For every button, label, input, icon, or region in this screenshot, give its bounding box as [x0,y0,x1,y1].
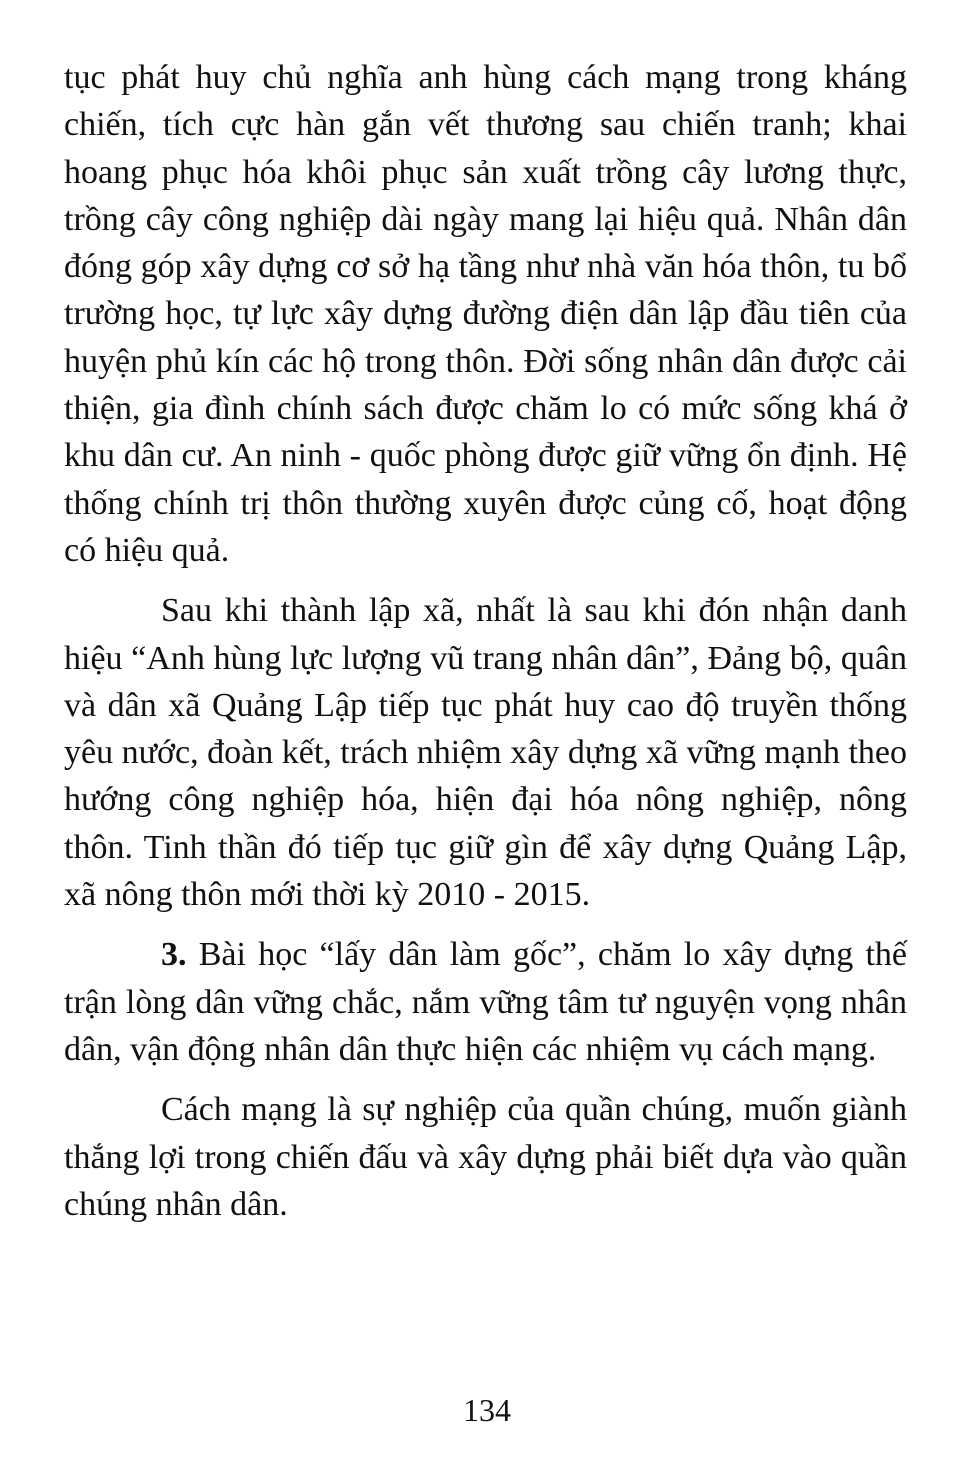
lesson-number: 3. [161,936,187,974]
paragraph-revolution-masses: Cách mạng là sự nghiệp của quần chúng, muốn giành thắng lợi trong chiến đấu và xây dựng phải biết dựa vào quần chúng nhân dân. [64,1091,907,1223]
paragraph-lesson-3 [64,931,907,1073]
paragraph-commune-founding: Sau khi thành lập xã, nhất là sau khi đón nhận danh hiệu “Anh hùng lực lượng vũ trang nhân dân”, Đảng bộ, quân và dân xã Quảng Lập tiếp tục phát huy cao độ truyền thống yêu nước, đoàn kết, trách nhiệm xây dựng xã vững mạnh theo hướng công nghiệp hóa, hiện đại hóa nông nghiệp, nông thôn. Tinh thần đó tiếp tục giữ gìn để xây dựng Quảng Lập, xã nông thôn mới thời kỳ 2010 - 2015. [64,592,907,914]
paragraph-continuation: tục phát huy chủ nghĩa anh hùng cách mạng trong kháng chiến, tích cực hàn gắn vết thương sau chiến tranh; khai hoang phục hóa khôi phục sản xuất trồng cây lương thực, trồng cây công nghiệp dài ngày mang lại hiệu quả. Nhân dân đóng góp xây dựng cơ sở hạ tầng như nhà văn hóa thôn, tu bổ trường học, tự lực xây dựng đường điện dân lập đầu tiên của huyện phủ kín các hộ trong thôn. Đời sống nhân dân được cải thiện, gia đình chính sách được chăm lo có mức sống khá ở khu dân cư. An ninh - quốc phòng được giữ vững ổn định. Hệ thống chính trị thôn thường xuyên được củng cố, hoạt động có hiệu quả. [64,59,907,569]
body-text [64,54,907,1228]
lesson-heading-text: Bài học “lấy dân làm gốc”, chăm lo xây dựng thế trận lòng dân vững chắc, nắm vững tâm tư nguyện vọng nhân dân, vận động nhân dân thực hiện các nhiệm vụ cách mạng. [64,936,907,1068]
page-number: 134 [463,1392,511,1428]
